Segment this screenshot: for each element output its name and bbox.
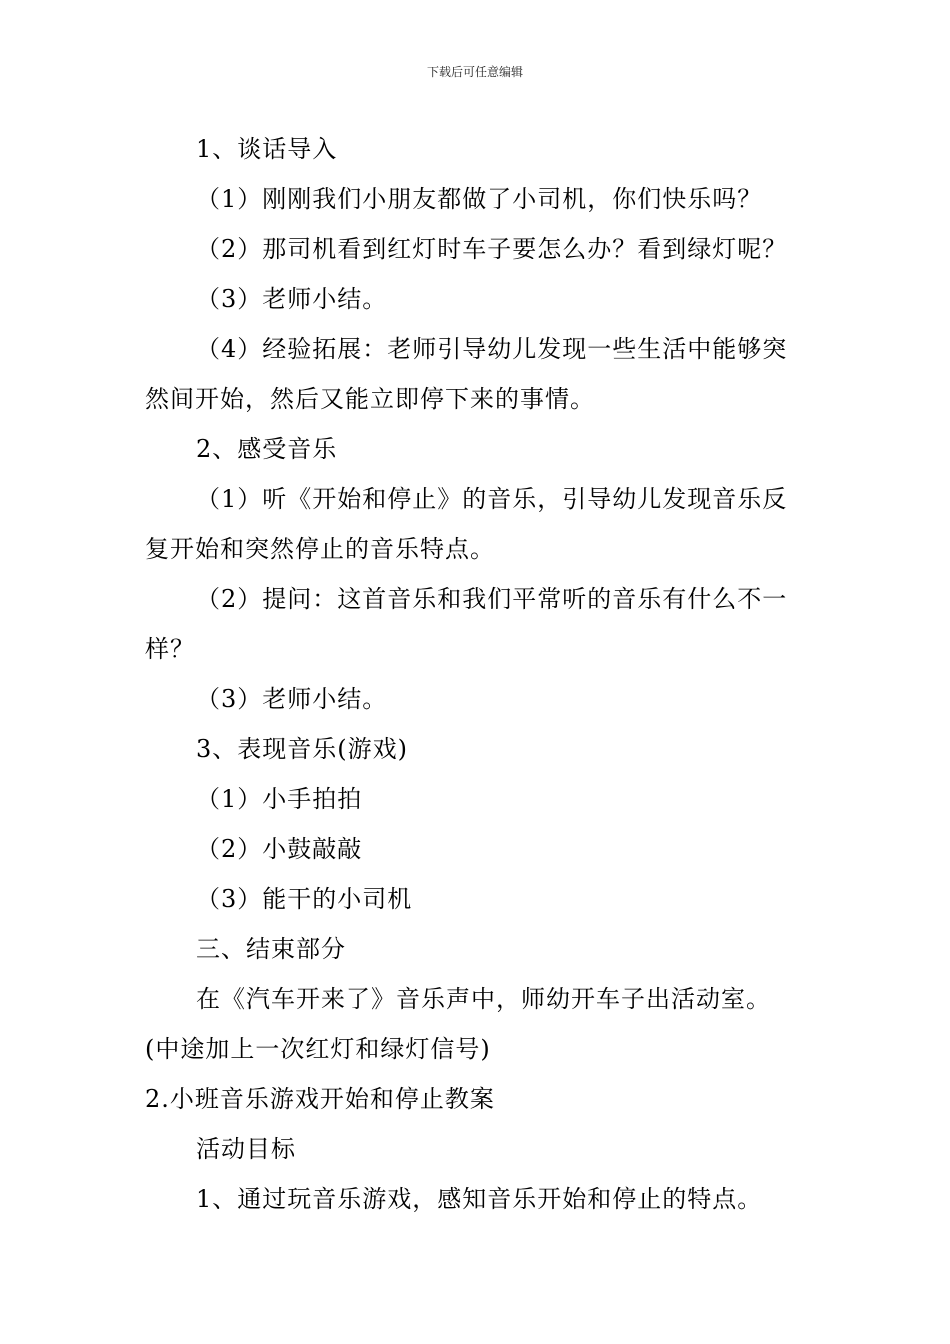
paragraph-line: （1）刚刚我们小朋友都做了小司机，你们快乐吗？ (196, 185, 763, 213)
paragraph-line: 然间开始，然后又能立即停下来的事情。 (145, 385, 595, 413)
paragraph-line: （2）那司机看到红灯时车子要怎么办？看到绿灯呢？ (196, 235, 788, 263)
page-header: 下载后可任意编辑 (426, 65, 523, 79)
paragraph-line: （3）能干的小司机 (196, 885, 413, 913)
paragraph-line: 复开始和突然停止的音乐特点。 (145, 535, 495, 563)
paragraph-line: 1、通过玩音乐游戏，感知音乐开始和停止的特点。 (196, 1185, 763, 1213)
paragraph-line: 在《汽车开来了》音乐声中，师幼开车子出活动室。 (196, 985, 771, 1013)
paragraph-line: （2）小鼓敲敲 (196, 835, 363, 863)
section-heading-express-music: 3、表现音乐(游戏) (196, 735, 408, 763)
paragraph-line: （3）老师小结。 (196, 285, 388, 313)
section-heading-intro: 1、谈话导入 (196, 135, 338, 163)
paragraph-line: （4）经验拓展：老师引导幼儿发现一些生活中能够突 (196, 335, 788, 363)
section-heading-goals: 活动目标 (196, 1135, 296, 1163)
paragraph-line: (中途加上一次红灯和绿灯信号) (145, 1035, 491, 1063)
document-title: 2.小班音乐游戏开始和停止教案 (145, 1085, 495, 1113)
paragraph-line: （2）提问：这首音乐和我们平常听的音乐有什么不一 (196, 585, 788, 613)
paragraph-line: （1）听《开始和停止》的音乐，引导幼儿发现音乐反 (196, 485, 788, 513)
paragraph-line: （1）小手拍拍 (196, 785, 363, 813)
paragraph-line: （3）老师小结。 (196, 685, 388, 713)
section-heading-feel-music: 2、感受音乐 (196, 435, 338, 463)
paragraph-line: 样？ (145, 635, 195, 663)
section-heading-ending: 三、结束部分 (196, 935, 346, 963)
